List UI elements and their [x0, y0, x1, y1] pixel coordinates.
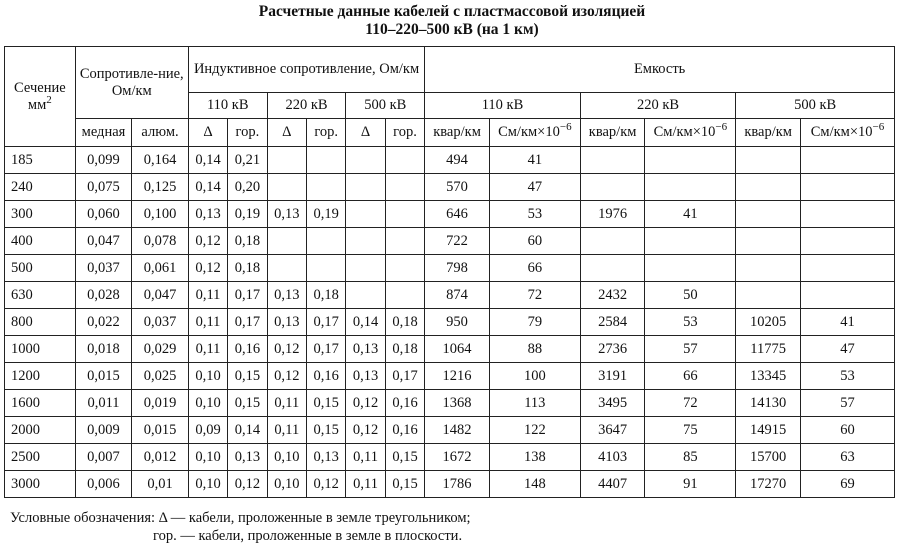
table-cell: 0,16 [385, 417, 424, 444]
header-gor-110: гор. [228, 119, 267, 147]
table-cell: 2584 [580, 309, 645, 336]
table-cell: 91 [645, 471, 736, 498]
table-cell [385, 147, 424, 174]
table-cell: 88 [489, 336, 580, 363]
table-cell: 122 [489, 417, 580, 444]
header-ind-220: 220 кВ [267, 93, 346, 119]
table-cell: 0,17 [228, 309, 267, 336]
table-cell: 0,13 [346, 363, 385, 390]
table-cell: 0,037 [132, 309, 189, 336]
table-cell [346, 228, 385, 255]
table-cell [385, 201, 424, 228]
table-cell: 75 [645, 417, 736, 444]
table-cell: 47 [489, 174, 580, 201]
table-cell: 874 [425, 282, 490, 309]
table-cell: 0,019 [132, 390, 189, 417]
table-cell [267, 228, 306, 255]
table-cell: 630 [5, 282, 76, 309]
table-cell: 79 [489, 309, 580, 336]
table-cell: 41 [489, 147, 580, 174]
table-cell: 69 [800, 471, 894, 498]
table-cell: 500 [5, 255, 76, 282]
table-cell: 0,17 [385, 363, 424, 390]
table-cell: 0,125 [132, 174, 189, 201]
legend-line-2: гор. — кабели, проложенные в земле в плоскости. [153, 528, 463, 544]
table-cell: 0,006 [75, 471, 132, 498]
table-cell: 0,19 [228, 201, 267, 228]
header-ind-500: 500 кВ [346, 93, 425, 119]
table-cell: 646 [425, 201, 490, 228]
cable-data-table [4, 46, 895, 498]
table-cell: 0,12 [267, 336, 306, 363]
header-delta-500: Δ [346, 119, 385, 147]
table-cell: 0,075 [75, 174, 132, 201]
table-cell [645, 255, 736, 282]
table-cell [736, 201, 801, 228]
header-capacity: Емкость [425, 47, 895, 93]
table-cell: 0,17 [307, 336, 346, 363]
header-cap-220: 220 кВ [580, 93, 736, 119]
header-ind-110: 110 кВ [188, 93, 267, 119]
header-smkm-110: $См/км\times 10^{-6}$ [489, 119, 580, 147]
table-cell: 0,10 [188, 390, 227, 417]
table-cell [580, 174, 645, 201]
table-cell: 148 [489, 471, 580, 498]
table-cell: 950 [425, 309, 490, 336]
legend-line-1: Условные обозначения: Δ — кабели, проложенные в земле треугольником; [10, 510, 471, 526]
table-title [0, 3, 904, 39]
table-cell: 0,18 [228, 228, 267, 255]
table-cell: 85 [645, 444, 736, 471]
table-cell: 0,12 [346, 390, 385, 417]
table-cell: 11775 [736, 336, 801, 363]
table-cell: 0,10 [188, 444, 227, 471]
table-cell: 0,13 [267, 309, 306, 336]
table-cell: 2000 [5, 417, 76, 444]
table-cell: 0,14 [188, 174, 227, 201]
table-cell: 570 [425, 174, 490, 201]
table-cell: 1000 [5, 336, 76, 363]
table-cell [736, 282, 801, 309]
table-cell [307, 174, 346, 201]
table-row [5, 363, 895, 390]
table-cell: 0,12 [267, 363, 306, 390]
table-cell: 0,11 [188, 309, 227, 336]
table-cell [800, 147, 894, 174]
table-cell: 240 [5, 174, 76, 201]
table-cell: 798 [425, 255, 490, 282]
table-cell: 0,17 [307, 309, 346, 336]
table-cell: 1976 [580, 201, 645, 228]
table-cell: 0,12 [307, 471, 346, 498]
table-cell [346, 201, 385, 228]
table-cell: 0,078 [132, 228, 189, 255]
table-cell: 494 [425, 147, 490, 174]
table-cell [307, 255, 346, 282]
table-cell: 0,047 [132, 282, 189, 309]
table-cell: 41 [645, 201, 736, 228]
header-smkm-220: $См/км\times 10^{-6}$ [645, 119, 736, 147]
table-cell: 2500 [5, 444, 76, 471]
table-cell: 0,015 [75, 363, 132, 390]
table-cell: 72 [645, 390, 736, 417]
table-cell [385, 282, 424, 309]
table-cell: 0,025 [132, 363, 189, 390]
table-cell: 0,18 [228, 255, 267, 282]
table-cell: 400 [5, 228, 76, 255]
table-cell: 0,11 [188, 336, 227, 363]
table-cell: 10205 [736, 309, 801, 336]
table-row [5, 201, 895, 228]
table-cell: 113 [489, 390, 580, 417]
table-cell: 4103 [580, 444, 645, 471]
table-cell: 1216 [425, 363, 490, 390]
table-cell: 0,164 [132, 147, 189, 174]
table-cell: 17270 [736, 471, 801, 498]
table-cell: 0,09 [188, 417, 227, 444]
title-line-2: 110–220–500 кВ (на 1 км) [365, 21, 539, 38]
table-cell: 3647 [580, 417, 645, 444]
table-cell [736, 255, 801, 282]
table-cell: 300 [5, 201, 76, 228]
table-cell: 0,007 [75, 444, 132, 471]
table-cell: 100 [489, 363, 580, 390]
table-cell: 2432 [580, 282, 645, 309]
table-cell: 0,18 [385, 309, 424, 336]
table-cell: 0,10 [188, 471, 227, 498]
table-cell [307, 228, 346, 255]
table-cell [800, 282, 894, 309]
table-row [5, 444, 895, 471]
table-cell: 0,14 [188, 147, 227, 174]
header-kvar-220: квар/км [580, 119, 645, 147]
table-cell: 1482 [425, 417, 490, 444]
table-cell [580, 255, 645, 282]
table-cell [645, 147, 736, 174]
table-cell: 0,060 [75, 201, 132, 228]
table-cell: 0,10 [267, 444, 306, 471]
table-cell: 0,11 [267, 390, 306, 417]
table-cell: 0,15 [385, 471, 424, 498]
table-cell: 0,20 [228, 174, 267, 201]
table-cell: 0,13 [267, 282, 306, 309]
table-cell [580, 147, 645, 174]
header-delta-220: Δ [267, 119, 306, 147]
table-cell: 0,11 [267, 417, 306, 444]
table-cell: 0,11 [346, 444, 385, 471]
header-copper: медная [75, 119, 132, 147]
header-cap-500: 500 кВ [736, 93, 895, 119]
table-cell: 0,037 [75, 255, 132, 282]
table-cell: 0,061 [132, 255, 189, 282]
table-cell [736, 228, 801, 255]
table-cell: 0,19 [307, 201, 346, 228]
table-cell: 0,022 [75, 309, 132, 336]
table-cell: 0,15 [228, 363, 267, 390]
table-cell: 0,18 [307, 282, 346, 309]
table-cell [580, 228, 645, 255]
table-cell: 0,011 [75, 390, 132, 417]
table-cell: 0,10 [267, 471, 306, 498]
table-cell: 4407 [580, 471, 645, 498]
table-cell [346, 255, 385, 282]
table-cell [346, 282, 385, 309]
table-cell [385, 255, 424, 282]
table-cell: 47 [800, 336, 894, 363]
table-cell: 0,13 [346, 336, 385, 363]
table-cell: 1600 [5, 390, 76, 417]
table-row [5, 417, 895, 444]
table-row [5, 282, 895, 309]
table-row [5, 174, 895, 201]
table-cell: 0,028 [75, 282, 132, 309]
table-cell [645, 174, 736, 201]
table-row [5, 471, 895, 498]
header-gor-220: гор. [307, 119, 346, 147]
table-row [5, 390, 895, 417]
table-cell: 1786 [425, 471, 490, 498]
table-cell: 800 [5, 309, 76, 336]
header-resistance: Сопротивле-ние, Ом/км [75, 47, 188, 119]
header-smkm-500: $См/км\times 10^{-6}$ [800, 119, 894, 147]
table-row [5, 228, 895, 255]
table-cell [267, 174, 306, 201]
table-cell: 53 [645, 309, 736, 336]
table-cell: 2736 [580, 336, 645, 363]
table-cell [267, 255, 306, 282]
table-cell: 722 [425, 228, 490, 255]
table-row [5, 336, 895, 363]
table-cell [736, 147, 801, 174]
table-cell: 0,13 [267, 201, 306, 228]
table-cell: 72 [489, 282, 580, 309]
table-cell [800, 201, 894, 228]
table-cell [800, 255, 894, 282]
table-cell: 0,12 [228, 471, 267, 498]
table-cell [307, 147, 346, 174]
table-cell [645, 228, 736, 255]
header-inductive: Индуктивное сопротивление, Ом/км [188, 47, 424, 93]
header-delta-110: Δ [188, 119, 227, 147]
table-cell: 66 [489, 255, 580, 282]
table-cell [346, 147, 385, 174]
table-cell: 0,15 [307, 390, 346, 417]
table-cell: 0,15 [307, 417, 346, 444]
table-cell: 0,15 [228, 390, 267, 417]
table-cell: 3495 [580, 390, 645, 417]
table-cell: 1672 [425, 444, 490, 471]
table-cell [346, 174, 385, 201]
table-cell: 0,11 [346, 471, 385, 498]
table-cell: 60 [800, 417, 894, 444]
table-cell: 1368 [425, 390, 490, 417]
table-cell: 0,018 [75, 336, 132, 363]
table-row [5, 255, 895, 282]
table-row [5, 309, 895, 336]
table-cell: 1064 [425, 336, 490, 363]
table-cell: 3191 [580, 363, 645, 390]
table-cell: 53 [489, 201, 580, 228]
table-cell: 0,18 [385, 336, 424, 363]
table-cell [267, 147, 306, 174]
table-cell: 57 [645, 336, 736, 363]
table-cell: 0,17 [228, 282, 267, 309]
table-cell: 185 [5, 147, 76, 174]
table-cell: 0,12 [188, 255, 227, 282]
header-kvar-110: квар/км [425, 119, 490, 147]
table-row [5, 147, 895, 174]
table-cell: 66 [645, 363, 736, 390]
table-cell: 0,14 [346, 309, 385, 336]
table-cell [800, 174, 894, 201]
table-cell: 0,13 [188, 201, 227, 228]
table-cell: 13345 [736, 363, 801, 390]
table-cell: 0,16 [307, 363, 346, 390]
table-cell: 0,13 [307, 444, 346, 471]
table-cell: 0,16 [228, 336, 267, 363]
table-cell: 0,009 [75, 417, 132, 444]
table-cell: 14915 [736, 417, 801, 444]
table-cell [385, 228, 424, 255]
table-cell: 0,16 [385, 390, 424, 417]
table-cell: 50 [645, 282, 736, 309]
table-cell: 0,13 [228, 444, 267, 471]
table-cell: 0,01 [132, 471, 189, 498]
table-cell: 0,100 [132, 201, 189, 228]
table-cell: 53 [800, 363, 894, 390]
table-cell: 3000 [5, 471, 76, 498]
header-alum: алюм. [132, 119, 189, 147]
title-line-1: Расчетные данные кабелей с пластмассовой изоляцией [258, 3, 646, 20]
legend [10, 509, 471, 545]
header-kvar-500: квар/км [736, 119, 801, 147]
header-cap-110: 110 кВ [425, 93, 581, 119]
table-cell: 15700 [736, 444, 801, 471]
table-cell: 0,012 [132, 444, 189, 471]
table-cell: 0,14 [228, 417, 267, 444]
table-cell: 0,10 [188, 363, 227, 390]
table-cell: 0,15 [385, 444, 424, 471]
table-cell: 14130 [736, 390, 801, 417]
header-section: Сечение $мм^2$ [5, 47, 76, 147]
table-cell: 0,12 [188, 228, 227, 255]
table-cell [736, 174, 801, 201]
table-cell: 57 [800, 390, 894, 417]
table-cell: 41 [800, 309, 894, 336]
table-cell: 63 [800, 444, 894, 471]
table-cell: 138 [489, 444, 580, 471]
table-cell: 0,029 [132, 336, 189, 363]
table-cell [385, 174, 424, 201]
table-cell: 0,047 [75, 228, 132, 255]
table-cell: 0,11 [188, 282, 227, 309]
table-cell: 60 [489, 228, 580, 255]
table-cell: 0,12 [346, 417, 385, 444]
table-cell: 0,099 [75, 147, 132, 174]
table-cell: 0,015 [132, 417, 189, 444]
table-cell [800, 228, 894, 255]
header-gor-500: гор. [385, 119, 424, 147]
table-cell: 1200 [5, 363, 76, 390]
table-cell: 0,21 [228, 147, 267, 174]
